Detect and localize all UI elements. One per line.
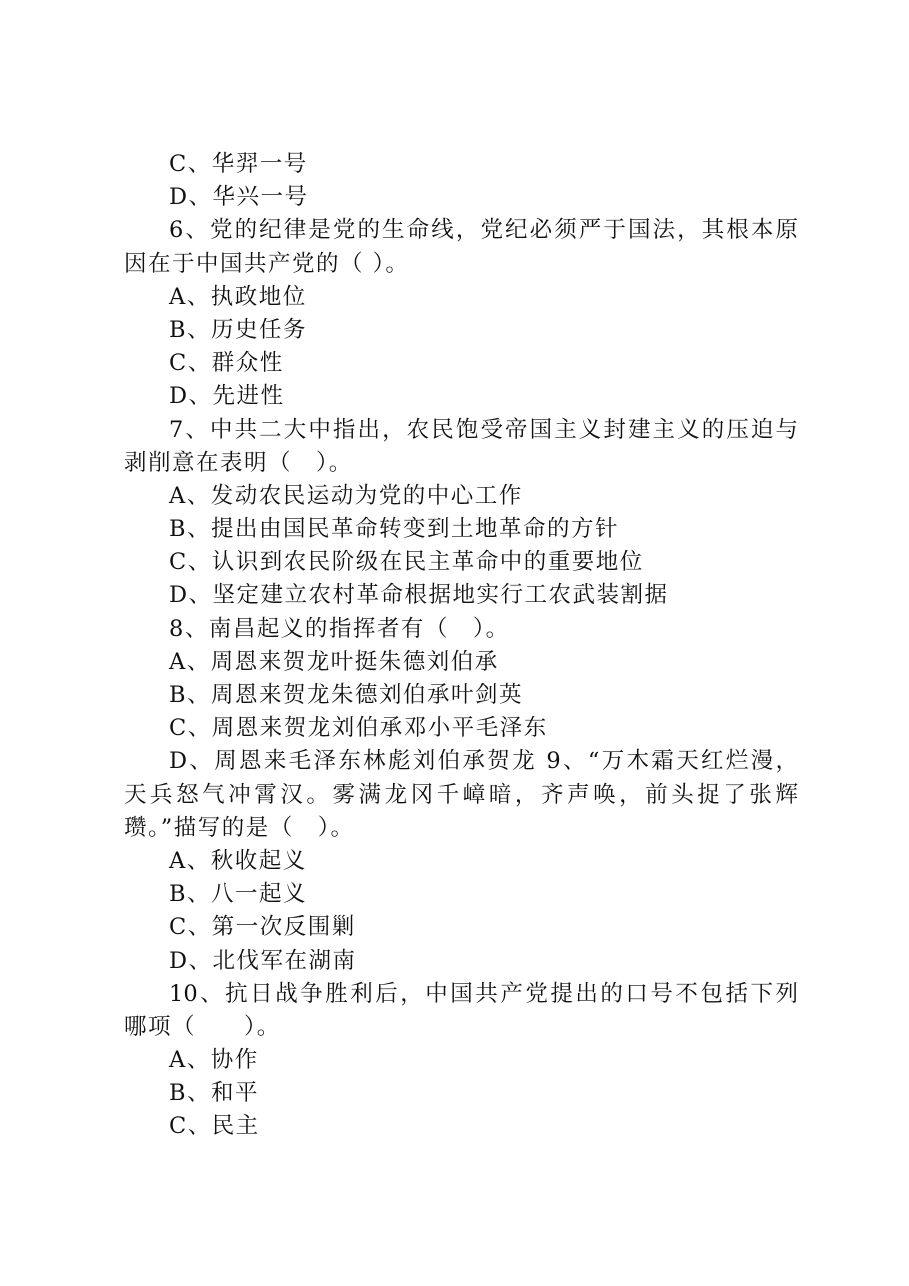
- option-8a: A、周恩来贺龙叶挺朱德刘伯承: [169, 648, 499, 675]
- question-7-line-1: 7、中共二大中指出，农民饱受帝国主义封建主义的压迫与: [169, 416, 798, 443]
- option-8c: C、周恩来贺龙刘伯承邓小平毛泽东: [169, 715, 548, 742]
- option-6d: D、先进性: [169, 383, 285, 410]
- question-6-line-2: 因在于中国共产党的（ ）。: [124, 250, 410, 277]
- option-9d: D、北伐军在湖南: [169, 947, 357, 974]
- question-7-line-2: 剥削意在表明（ ）。: [124, 449, 353, 476]
- option-10c: C、民主: [169, 1113, 260, 1140]
- option-8b: B、周恩来贺龙朱德刘伯承叶剑英: [169, 682, 524, 708]
- option-7d: D、坚定建立农村革命根据地实行工农武装割据: [169, 582, 669, 609]
- option-6c: C、群众性: [169, 350, 284, 377]
- option-7c: C、认识到农民阶级在民主革命中的重要地位: [169, 549, 644, 576]
- document-body: [124, 148, 798, 1144]
- question-10-line-1: 10、抗日战争胜利后，中国共产党提出的口号不包括下列: [169, 980, 798, 1007]
- question-9-line-3: 瓒。”描写的是（ ）。: [124, 814, 355, 841]
- option-7a: A、发动农民运动为党的中心工作: [169, 482, 523, 509]
- option-9a: A、秋收起义: [169, 847, 307, 874]
- question-9-line-2: 天兵怒气冲霄汉。雾满龙冈千嶂暗，齐声唤，前头捉了张辉: [124, 781, 798, 808]
- option-6b: B、历史任务: [169, 316, 308, 343]
- option-5d: D、华兴一号: [169, 184, 309, 211]
- option-6a: A、执政地位: [169, 283, 307, 310]
- question-10-line-2: 哪项（ ）。: [124, 1013, 281, 1040]
- option-8d-question-9-line-1: D、周恩来毛泽东林彪刘伯承贺龙 9、“万木霜天红烂漫，: [169, 748, 798, 775]
- question-6-line-1: 6、党的纪律是党的生命线，党纪必须严于国法，其根本原: [169, 217, 798, 244]
- question-8: 8、南昌起义的指挥者有（ ）。: [169, 615, 510, 642]
- option-5c: C、华羿一号: [169, 151, 308, 177]
- option-10a: A、协作: [169, 1047, 259, 1074]
- option-9c: C、第一次反围剿: [169, 914, 356, 941]
- option-7b: B、提出由国民革命转变到土地革命的方针: [169, 516, 620, 543]
- option-10b: B、和平: [169, 1080, 260, 1107]
- option-9b: B、八一起义: [169, 881, 308, 908]
